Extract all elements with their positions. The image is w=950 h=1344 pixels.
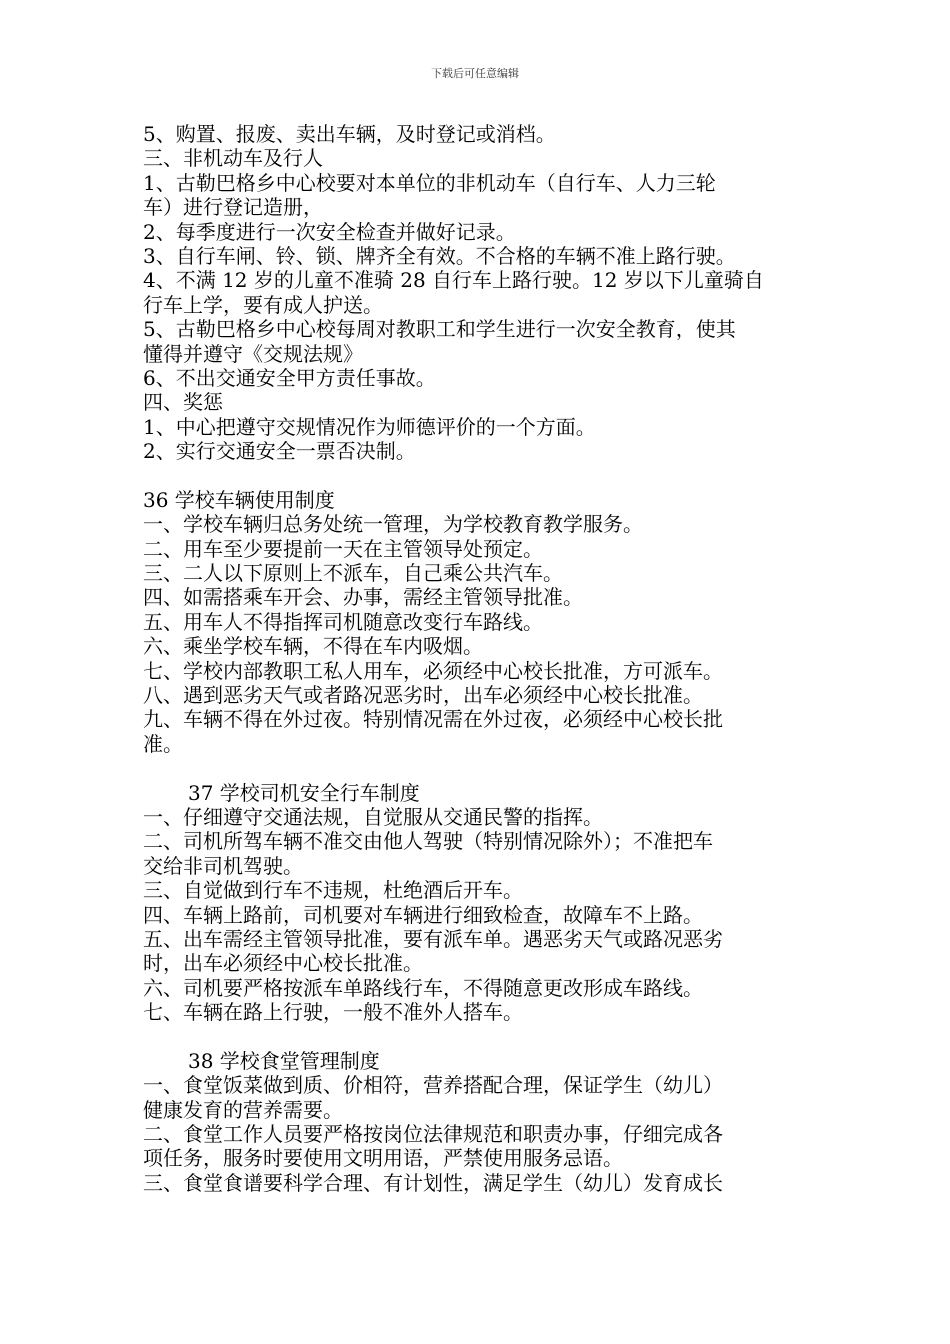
document-line: 六、司机要严格按派车单路线行车，不得随意更改形成车路线。	[143, 975, 703, 1000]
document-line: 三、非机动车及行人	[143, 146, 323, 171]
document-line: 行车上学，要有成人护送。	[143, 292, 383, 317]
section-heading: 37 学校司机安全行车制度	[188, 780, 420, 805]
document-line: 二、食堂工作人员要严格按岗位法律规范和职责办事，仔细完成各	[143, 1122, 723, 1147]
document-line: 三、二人以下原则上不派车，自己乘公共汽车。	[143, 561, 563, 586]
document-line: 三、食堂食谱要科学合理、有计划性，满足学生（幼儿）发育成长	[143, 1170, 723, 1195]
paragraph-spacer	[143, 756, 813, 780]
document-line: 3、自行车闸、铃、锁、牌齐全有效。不合格的车辆不准上路行驶。	[143, 243, 736, 268]
document-line: 一、食堂饭菜做到质、价相符，营养搭配合理，保证学生（幼儿）	[143, 1073, 723, 1098]
document-line: 四、车辆上路前，司机要对车辆进行细致检查，故障车不上路。	[143, 902, 703, 927]
document-line: 交给非司机驾驶。	[143, 853, 303, 878]
document-line: 四、如需搭乘车开会、办事，需经主管领导批准。	[143, 585, 583, 610]
document-line: 八、遇到恶劣天气或者路况恶劣时，出车必须经中心校长批准。	[143, 682, 703, 707]
document-line: 七、学校内部教职工私人用车，必须经中心校长批准，方可派车。	[143, 658, 723, 683]
document-line: 准。	[143, 731, 183, 756]
document-line: 6、不出交通安全甲方责任事故。	[143, 365, 436, 390]
document-line: 三、自觉做到行车不违规，杜绝酒后开车。	[143, 878, 523, 903]
document-line: 健康发育的营养需要。	[143, 1097, 343, 1122]
document-line: 一、学校车辆归总务处统一管理，为学校教育教学服务。	[143, 512, 643, 537]
document-line: 二、用车至少要提前一天在主管领导处预定。	[143, 536, 543, 561]
document-line: 一、仔细遵守交通法规，自觉服从交通民警的指挥。	[143, 804, 603, 829]
paragraph-spacer	[143, 1024, 813, 1048]
page-header-note: 下载后可任意编辑	[431, 67, 519, 80]
document-line: 2、每季度进行一次安全检查并做好记录。	[143, 219, 516, 244]
document-line: 二、司机所驾车辆不准交由他人驾驶（特别情况除外）；不准把车	[143, 829, 713, 854]
document-line: 五、用车人不得指挥司机随意改变行车路线。	[143, 609, 543, 634]
document-line: 懂得并遵守《交规法规》	[143, 341, 363, 366]
document-line: 四、奖惩	[143, 390, 223, 415]
document-line: 七、车辆在路上行驶，一般不准外人搭车。	[143, 1000, 523, 1025]
document-line: 五、出车需经主管领导批准，要有派车单。遇恶劣天气或路况恶劣	[143, 926, 723, 951]
document-line: 4、不满 12 岁的儿童不准骑 28 自行车上路行驶。12 岁以下儿童骑自	[143, 268, 764, 293]
document-line: 六、乘坐学校车辆，不得在车内吸烟。	[143, 634, 483, 659]
document-line: 36 学校车辆使用制度	[143, 487, 335, 512]
document-line: 5、古勒巴格乡中心校每周对教职工和学生进行一次安全教育，使其	[143, 317, 736, 342]
document-line: 1、古勒巴格乡中心校要对本单位的非机动车（自行车、人力三轮	[143, 170, 716, 195]
document-line: 车）进行登记造册，	[143, 195, 323, 220]
document-line: 项任务，服务时要使用文明用语，严禁使用服务忌语。	[143, 1146, 623, 1171]
document-line: 2、实行交通安全一票否决制。	[143, 439, 416, 464]
document-line: 九、车辆不得在外过夜。特别情况需在外过夜，必须经中心校长批	[143, 707, 723, 732]
document-body	[143, 122, 813, 1195]
document-line: 5、购置、报废、卖出车辆，及时登记或消档。	[143, 122, 556, 146]
section-heading: 38 学校食堂管理制度	[188, 1048, 380, 1073]
document-line: 时，出车必须经中心校长批准。	[143, 951, 423, 976]
paragraph-spacer	[143, 463, 813, 487]
document-line: 1、中心把遵守交规情况作为师德评价的一个方面。	[143, 414, 596, 439]
